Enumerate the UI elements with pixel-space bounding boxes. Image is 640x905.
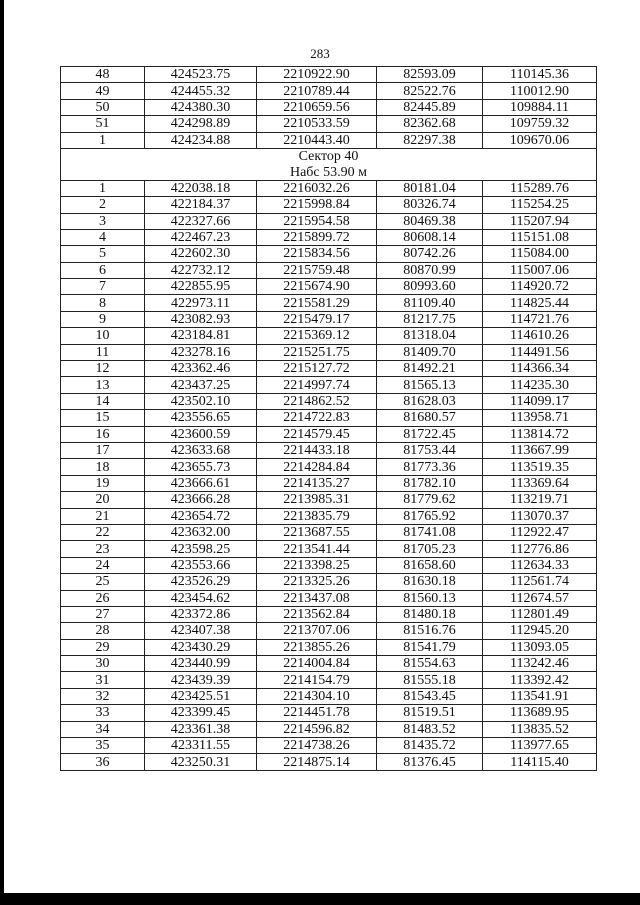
x1-cell: 423526.29 xyxy=(145,574,257,590)
sector-height: Набс 53.90 м xyxy=(61,164,597,180)
point-number-cell: 19 xyxy=(61,475,145,491)
table-row xyxy=(61,410,597,426)
y2-cell: 114115.40 xyxy=(483,754,597,770)
table-row xyxy=(61,197,597,213)
x2-cell: 81217.75 xyxy=(377,311,483,327)
x1-cell: 423439.39 xyxy=(145,672,257,688)
x2-cell: 80469.38 xyxy=(377,213,483,229)
x1-cell: 423655.73 xyxy=(145,459,257,475)
sector-header xyxy=(61,148,597,180)
y2-cell: 112634.33 xyxy=(483,557,597,573)
y1-cell: 2215954.58 xyxy=(257,213,377,229)
table-row xyxy=(61,229,597,245)
y2-cell: 114235.30 xyxy=(483,377,597,393)
point-number-cell: 8 xyxy=(61,295,145,311)
y1-cell: 2216032.26 xyxy=(257,180,377,196)
x2-cell: 81658.60 xyxy=(377,557,483,573)
y1-cell: 2213325.26 xyxy=(257,574,377,590)
y1-cell: 2215674.90 xyxy=(257,279,377,295)
y2-cell: 114491.56 xyxy=(483,344,597,360)
table-row xyxy=(61,672,597,688)
x2-cell: 80870.99 xyxy=(377,262,483,278)
point-number-cell: 29 xyxy=(61,639,145,655)
y1-cell: 2213437.08 xyxy=(257,590,377,606)
x2-cell: 81492.21 xyxy=(377,361,483,377)
y2-cell: 113667.99 xyxy=(483,442,597,458)
point-number-cell: 7 xyxy=(61,279,145,295)
x2-cell: 81519.51 xyxy=(377,705,483,721)
y1-cell: 2210533.59 xyxy=(257,116,377,132)
point-number-cell: 23 xyxy=(61,541,145,557)
y2-cell: 114721.76 xyxy=(483,311,597,327)
point-number-cell: 27 xyxy=(61,606,145,622)
y1-cell: 2213541.44 xyxy=(257,541,377,557)
x2-cell: 81782.10 xyxy=(377,475,483,491)
y1-cell: 2215759.48 xyxy=(257,262,377,278)
y1-cell: 2214862.52 xyxy=(257,393,377,409)
table-row xyxy=(61,442,597,458)
point-number-cell: 16 xyxy=(61,426,145,442)
x2-cell: 81741.08 xyxy=(377,524,483,540)
coordinates-table xyxy=(60,66,597,771)
x2-cell: 82445.89 xyxy=(377,99,483,115)
point-number-cell: 6 xyxy=(61,262,145,278)
point-number-cell: 15 xyxy=(61,410,145,426)
y2-cell: 112776.86 xyxy=(483,541,597,557)
y1-cell: 2213398.25 xyxy=(257,557,377,573)
table-row xyxy=(61,492,597,508)
table-row xyxy=(61,213,597,229)
x2-cell: 81555.18 xyxy=(377,672,483,688)
y1-cell: 2215479.17 xyxy=(257,311,377,327)
x1-cell: 422038.18 xyxy=(145,180,257,196)
y1-cell: 2210922.90 xyxy=(257,67,377,83)
y2-cell: 113814.72 xyxy=(483,426,597,442)
x1-cell: 422973.11 xyxy=(145,295,257,311)
y2-cell: 113835.52 xyxy=(483,721,597,737)
x1-cell: 423632.00 xyxy=(145,524,257,540)
table-row xyxy=(61,639,597,655)
table-row xyxy=(61,475,597,491)
x1-cell: 423361.38 xyxy=(145,721,257,737)
table-row xyxy=(61,262,597,278)
y1-cell: 2214154.79 xyxy=(257,672,377,688)
y1-cell: 2214722.83 xyxy=(257,410,377,426)
x1-cell: 423278.16 xyxy=(145,344,257,360)
y1-cell: 2215899.72 xyxy=(257,229,377,245)
y2-cell: 113541.91 xyxy=(483,688,597,704)
table-row xyxy=(61,377,597,393)
x2-cell: 81435.72 xyxy=(377,738,483,754)
point-number-cell: 5 xyxy=(61,246,145,262)
table-row xyxy=(61,344,597,360)
page-number: 283 xyxy=(310,46,330,61)
x2-cell: 81554.63 xyxy=(377,656,483,672)
table-row xyxy=(61,688,597,704)
point-number-cell: 17 xyxy=(61,442,145,458)
y2-cell: 112674.57 xyxy=(483,590,597,606)
y2-cell: 113070.37 xyxy=(483,508,597,524)
point-number-cell: 21 xyxy=(61,508,145,524)
x1-cell: 423311.55 xyxy=(145,738,257,754)
y2-cell: 113689.95 xyxy=(483,705,597,721)
y2-cell: 113392.42 xyxy=(483,672,597,688)
x1-cell: 423600.59 xyxy=(145,426,257,442)
y1-cell: 2213562.84 xyxy=(257,606,377,622)
point-number-cell: 31 xyxy=(61,672,145,688)
y1-cell: 2213855.26 xyxy=(257,639,377,655)
table-row xyxy=(61,83,597,99)
y2-cell: 112922.47 xyxy=(483,524,597,540)
table-body-after xyxy=(61,180,597,770)
point-number-cell: 22 xyxy=(61,524,145,540)
y1-cell: 2214304.10 xyxy=(257,688,377,704)
table-row xyxy=(61,754,597,770)
y2-cell: 113519.35 xyxy=(483,459,597,475)
x1-cell: 422184.37 xyxy=(145,197,257,213)
x1-cell: 422855.95 xyxy=(145,279,257,295)
y1-cell: 2213835.79 xyxy=(257,508,377,524)
point-number-cell: 24 xyxy=(61,557,145,573)
y1-cell: 2210659.56 xyxy=(257,99,377,115)
x2-cell: 80993.60 xyxy=(377,279,483,295)
x1-cell: 424298.89 xyxy=(145,116,257,132)
x1-cell: 423454.62 xyxy=(145,590,257,606)
table-row xyxy=(61,606,597,622)
table-row xyxy=(61,132,597,148)
point-number-cell: 26 xyxy=(61,590,145,606)
x2-cell: 81705.23 xyxy=(377,541,483,557)
y2-cell: 114610.26 xyxy=(483,328,597,344)
x2-cell: 80742.26 xyxy=(377,246,483,262)
x1-cell: 423633.68 xyxy=(145,442,257,458)
x2-cell: 81773.36 xyxy=(377,459,483,475)
x2-cell: 82522.76 xyxy=(377,83,483,99)
table-row xyxy=(61,459,597,475)
point-number-cell: 25 xyxy=(61,574,145,590)
x1-cell: 423654.72 xyxy=(145,508,257,524)
point-number-cell: 35 xyxy=(61,738,145,754)
x2-cell: 81409.70 xyxy=(377,344,483,360)
y1-cell: 2215127.72 xyxy=(257,361,377,377)
x2-cell: 81628.03 xyxy=(377,393,483,409)
y2-cell: 114099.17 xyxy=(483,393,597,409)
y2-cell: 115254.25 xyxy=(483,197,597,213)
table-row xyxy=(61,623,597,639)
x1-cell: 423399.45 xyxy=(145,705,257,721)
table-row xyxy=(61,361,597,377)
x1-cell: 423553.66 xyxy=(145,557,257,573)
x2-cell: 81765.92 xyxy=(377,508,483,524)
table-row xyxy=(61,328,597,344)
y2-cell: 115084.00 xyxy=(483,246,597,262)
x2-cell: 80181.04 xyxy=(377,180,483,196)
table-row xyxy=(61,67,597,83)
y1-cell: 2215998.84 xyxy=(257,197,377,213)
x1-cell: 423437.25 xyxy=(145,377,257,393)
y2-cell: 110012.90 xyxy=(483,83,597,99)
x2-cell: 81680.57 xyxy=(377,410,483,426)
table-row xyxy=(61,721,597,737)
y1-cell: 2214875.14 xyxy=(257,754,377,770)
y1-cell: 2213985.31 xyxy=(257,492,377,508)
x1-cell: 423407.38 xyxy=(145,623,257,639)
scan-edge-left xyxy=(0,0,4,905)
point-number-cell: 1 xyxy=(61,180,145,196)
x2-cell: 81318.04 xyxy=(377,328,483,344)
y1-cell: 2215251.75 xyxy=(257,344,377,360)
point-number-cell: 18 xyxy=(61,459,145,475)
y1-cell: 2214135.27 xyxy=(257,475,377,491)
x2-cell: 81483.52 xyxy=(377,721,483,737)
point-number-cell: 28 xyxy=(61,623,145,639)
y1-cell: 2213687.55 xyxy=(257,524,377,540)
y2-cell: 115207.94 xyxy=(483,213,597,229)
y2-cell: 112801.49 xyxy=(483,606,597,622)
point-number-cell: 2 xyxy=(61,197,145,213)
x1-cell: 423666.28 xyxy=(145,492,257,508)
table-row xyxy=(61,738,597,754)
point-number-cell: 33 xyxy=(61,705,145,721)
sector-title: Сектор 40 xyxy=(61,148,597,164)
y1-cell: 2214433.18 xyxy=(257,442,377,458)
x1-cell: 423502.10 xyxy=(145,393,257,409)
x1-cell: 423666.61 xyxy=(145,475,257,491)
y2-cell: 113093.05 xyxy=(483,639,597,655)
y1-cell: 2214451.78 xyxy=(257,705,377,721)
x1-cell: 423250.31 xyxy=(145,754,257,770)
y1-cell: 2213707.06 xyxy=(257,623,377,639)
table-row xyxy=(61,508,597,524)
x1-cell: 422602.30 xyxy=(145,246,257,262)
y1-cell: 2214579.45 xyxy=(257,426,377,442)
x1-cell: 423372.86 xyxy=(145,606,257,622)
y1-cell: 2210789.44 xyxy=(257,83,377,99)
table-row xyxy=(61,180,597,196)
y2-cell: 115007.06 xyxy=(483,262,597,278)
y1-cell: 2214997.74 xyxy=(257,377,377,393)
x2-cell: 81779.62 xyxy=(377,492,483,508)
x1-cell: 423440.99 xyxy=(145,656,257,672)
y2-cell: 109759.32 xyxy=(483,116,597,132)
y2-cell: 113977.65 xyxy=(483,738,597,754)
point-number-cell: 20 xyxy=(61,492,145,508)
point-number-cell: 36 xyxy=(61,754,145,770)
sector-height-row xyxy=(61,164,597,180)
table-row xyxy=(61,574,597,590)
point-number-cell: 49 xyxy=(61,83,145,99)
table-row xyxy=(61,246,597,262)
y1-cell: 2215581.29 xyxy=(257,295,377,311)
y2-cell: 113219.71 xyxy=(483,492,597,508)
x2-cell: 80608.14 xyxy=(377,229,483,245)
x1-cell: 423556.65 xyxy=(145,410,257,426)
point-number-cell: 14 xyxy=(61,393,145,409)
x2-cell: 81541.79 xyxy=(377,639,483,655)
y2-cell: 115151.08 xyxy=(483,229,597,245)
x1-cell: 423082.93 xyxy=(145,311,257,327)
table-row xyxy=(61,524,597,540)
x2-cell: 81480.18 xyxy=(377,606,483,622)
y2-cell: 109884.11 xyxy=(483,99,597,115)
point-number-cell: 12 xyxy=(61,361,145,377)
point-number-cell: 32 xyxy=(61,688,145,704)
table-row xyxy=(61,557,597,573)
table-row xyxy=(61,295,597,311)
y1-cell: 2214738.26 xyxy=(257,738,377,754)
x1-cell: 423184.81 xyxy=(145,328,257,344)
x1-cell: 422327.66 xyxy=(145,213,257,229)
y2-cell: 112561.74 xyxy=(483,574,597,590)
y1-cell: 2210443.40 xyxy=(257,132,377,148)
x1-cell: 423598.25 xyxy=(145,541,257,557)
point-number-cell: 1 xyxy=(61,132,145,148)
y2-cell: 115289.76 xyxy=(483,180,597,196)
point-number-cell: 50 xyxy=(61,99,145,115)
point-number-cell: 9 xyxy=(61,311,145,327)
x1-cell: 422732.12 xyxy=(145,262,257,278)
x1-cell: 424455.32 xyxy=(145,83,257,99)
point-number-cell: 51 xyxy=(61,116,145,132)
x1-cell: 424234.88 xyxy=(145,132,257,148)
x2-cell: 81376.45 xyxy=(377,754,483,770)
y1-cell: 2215369.12 xyxy=(257,328,377,344)
x2-cell: 81543.45 xyxy=(377,688,483,704)
x2-cell: 82362.68 xyxy=(377,116,483,132)
point-number-cell: 30 xyxy=(61,656,145,672)
y1-cell: 2214004.84 xyxy=(257,656,377,672)
y2-cell: 113958.71 xyxy=(483,410,597,426)
scan-edge-bottom xyxy=(0,893,640,905)
x1-cell: 422467.23 xyxy=(145,229,257,245)
table-row xyxy=(61,279,597,295)
y2-cell: 113369.64 xyxy=(483,475,597,491)
table-row xyxy=(61,393,597,409)
x2-cell: 81565.13 xyxy=(377,377,483,393)
x2-cell: 82593.09 xyxy=(377,67,483,83)
sector-title-row xyxy=(61,148,597,164)
y2-cell: 110145.36 xyxy=(483,67,597,83)
x2-cell: 80326.74 xyxy=(377,197,483,213)
y2-cell: 109670.06 xyxy=(483,132,597,148)
point-number-cell: 4 xyxy=(61,229,145,245)
x2-cell: 82297.38 xyxy=(377,132,483,148)
table-row xyxy=(61,656,597,672)
x1-cell: 423430.29 xyxy=(145,639,257,655)
table-row xyxy=(61,541,597,557)
y2-cell: 114825.44 xyxy=(483,295,597,311)
table-row xyxy=(61,590,597,606)
table-row xyxy=(61,99,597,115)
x2-cell: 81630.18 xyxy=(377,574,483,590)
y1-cell: 2214596.82 xyxy=(257,721,377,737)
point-number-cell: 34 xyxy=(61,721,145,737)
table-row xyxy=(61,311,597,327)
point-number-cell: 48 xyxy=(61,67,145,83)
point-number-cell: 10 xyxy=(61,328,145,344)
x2-cell: 81560.13 xyxy=(377,590,483,606)
y2-cell: 114920.72 xyxy=(483,279,597,295)
x1-cell: 424380.30 xyxy=(145,99,257,115)
x2-cell: 81753.44 xyxy=(377,442,483,458)
x1-cell: 423425.51 xyxy=(145,688,257,704)
y1-cell: 2214284.84 xyxy=(257,459,377,475)
x2-cell: 81516.76 xyxy=(377,623,483,639)
point-number-cell: 11 xyxy=(61,344,145,360)
table-row xyxy=(61,116,597,132)
x1-cell: 424523.75 xyxy=(145,67,257,83)
table-body-before xyxy=(61,67,597,149)
y2-cell: 114366.34 xyxy=(483,361,597,377)
table-row xyxy=(61,705,597,721)
x1-cell: 423362.46 xyxy=(145,361,257,377)
y2-cell: 113242.46 xyxy=(483,656,597,672)
table-row xyxy=(61,426,597,442)
x2-cell: 81722.45 xyxy=(377,426,483,442)
x2-cell: 81109.40 xyxy=(377,295,483,311)
point-number-cell: 3 xyxy=(61,213,145,229)
point-number-cell: 13 xyxy=(61,377,145,393)
y1-cell: 2215834.56 xyxy=(257,246,377,262)
y2-cell: 112945.20 xyxy=(483,623,597,639)
